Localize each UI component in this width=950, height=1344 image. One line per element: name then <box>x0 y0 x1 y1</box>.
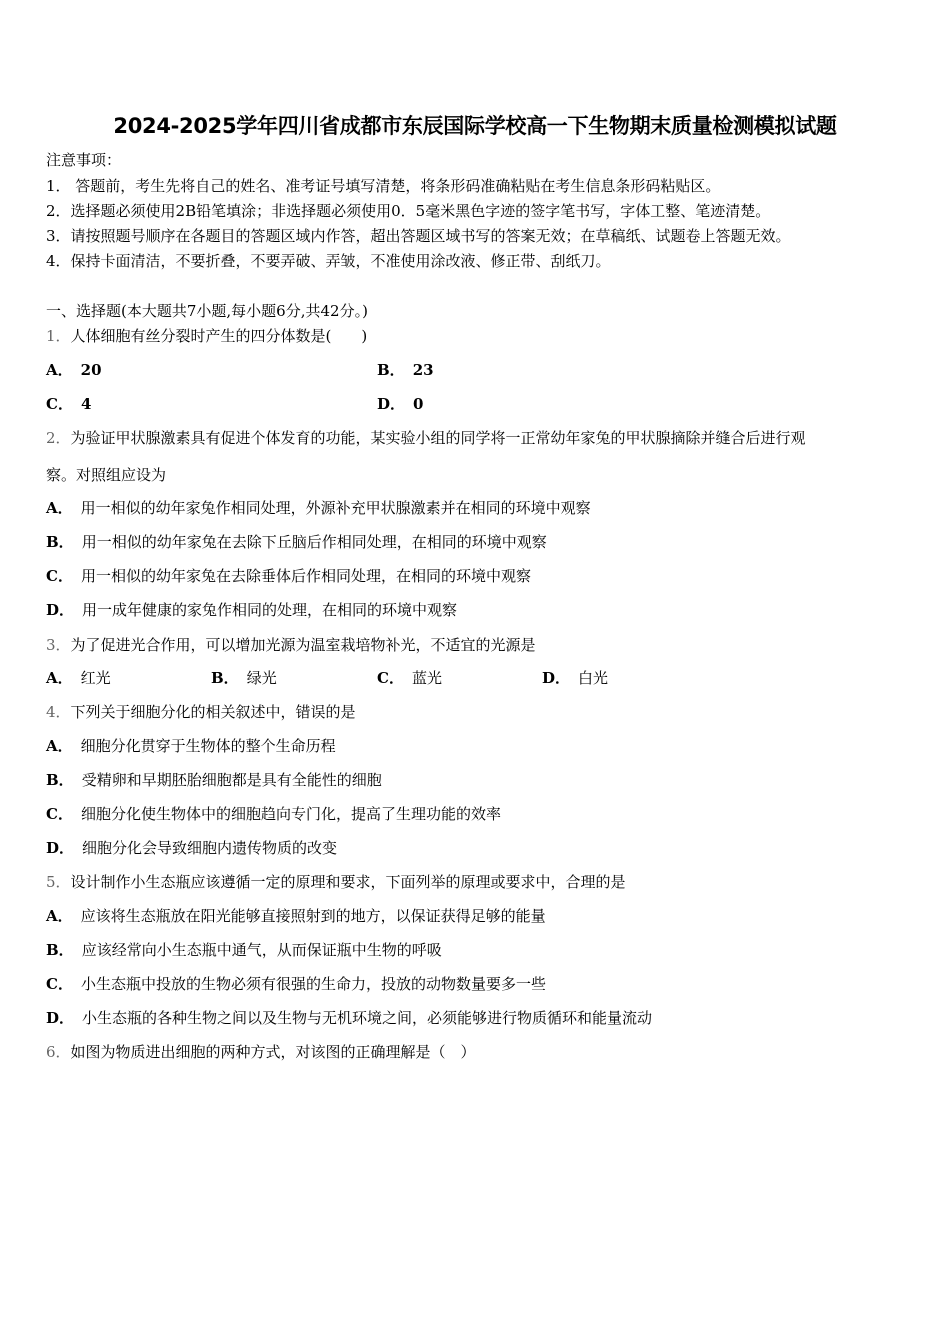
option-d: D． 细胞分化会导致细胞内遗传物质的改变 <box>46 839 338 857</box>
option-d: D． 0 <box>377 395 424 413</box>
question-text: 为了促进光合作用，可以增加光源为温室栽培物补光，不适宜的光源是 <box>70 636 536 654</box>
question-4 <box>46 702 356 722</box>
question-number: 1． <box>46 327 71 345</box>
question-number: 2． <box>46 429 71 447</box>
option-d: D． 用一成年健康的家兔作相同的处理，在相同的环境中观察 <box>46 601 458 619</box>
option-b: B． 应该经常向小生态瓶中通气，从而保证瓶中生物的呼吸 <box>46 941 442 959</box>
question-2 <box>46 428 806 448</box>
question-text: 人体细胞有丝分裂时产生的四分体数是( ) <box>70 327 368 345</box>
option-d: D． 小生态瓶的各种生物之间以及生物与无机环境之间，必须能够进行物质循环和能量流动 <box>46 1009 653 1027</box>
option-b: B． 绿光 <box>211 669 277 687</box>
option-a: A． 20 <box>46 361 102 379</box>
option-c: C． 细胞分化使生物体中的细胞趋向专门化，提高了生理功能的效率 <box>46 805 501 823</box>
option-c: C． 小生态瓶中投放的生物必须有很强的生命力，投放的动物数量要多一些 <box>46 975 546 993</box>
page-title: 2024-2025学年四川省成都市东辰国际学校高一下生物期末质量检测模拟试题 <box>113 114 837 138</box>
question-text: 如图为物质进出细胞的两种方式，对该图的正确理解是（ ） <box>70 1043 476 1061</box>
notice-item: 4．保持卡面清洁，不要折叠，不要弄破、弄皱，不准使用涂改液、修正带、刮纸刀。 <box>46 252 611 270</box>
question-6 <box>46 1042 476 1062</box>
option-a: A． 应该将生态瓶放在阳光能够直接照射到的地方，以保证获得足够的能量 <box>46 907 546 925</box>
option-c: C． 蓝光 <box>377 669 442 687</box>
question-text-continued: 察。对照组应设为 <box>46 466 167 484</box>
question-3 <box>46 635 536 655</box>
question-text: 下列关于细胞分化的相关叙述中，错误的是 <box>70 703 356 721</box>
notice-heading: 注意事项： <box>46 151 122 169</box>
question-number: 5． <box>46 873 71 891</box>
notice-item: 1． 答题前，考生先将自己的姓名、准考证号填写清楚，将条形码准确粘贴在考生信息条形码粘贴区。 <box>46 177 721 195</box>
question-number: 6． <box>46 1043 71 1061</box>
option-c: C． 用一相似的幼年家兔在去除垂体后作相同处理，在相同的环境中观察 <box>46 567 531 585</box>
question-number: 4． <box>46 703 71 721</box>
question-number: 3． <box>46 636 71 654</box>
option-d: D． 白光 <box>542 669 609 687</box>
notice-item: 2．选择题必须使用2B铅笔填涂；非选择题必须使用0．5毫米黑色字迹的签字笔书写，字体工整、笔迹清楚。 <box>46 202 771 220</box>
option-c: C． 4 <box>46 395 92 413</box>
question-5 <box>46 872 626 892</box>
option-a: A． 红光 <box>46 669 111 687</box>
question-text: 设计制作小生态瓶应该遵循一定的原理和要求，下面列举的原理或要求中，合理的是 <box>70 873 626 891</box>
option-a: A． 用一相似的幼年家兔作相同处理，外源补充甲状腺激素并在相同的环境中观察 <box>46 499 591 517</box>
notice-item: 3．请按照题号顺序在各题目的答题区域内作答，超出答题区域书写的答案无效；在草稿纸、试题卷上答题无效。 <box>46 227 791 245</box>
option-b: B． 23 <box>377 361 434 379</box>
question-text: 为验证甲状腺激素具有促进个体发育的功能，某实验小组的同学将一正常幼年家兔的甲状腺摘除并缝合后进行观 <box>70 429 806 447</box>
option-a: A． 细胞分化贯穿于生物体的整个生命历程 <box>46 737 336 755</box>
question-1 <box>46 326 367 346</box>
option-b: B． 受精卵和早期胚胎细胞都是具有全能性的细胞 <box>46 771 382 789</box>
option-b: B． 用一相似的幼年家兔在去除下丘脑后作相同处理，在相同的环境中观察 <box>46 533 547 551</box>
section-heading: 一、选择题(本大题共7小题,每小题6分,共42分。) <box>46 302 368 320</box>
